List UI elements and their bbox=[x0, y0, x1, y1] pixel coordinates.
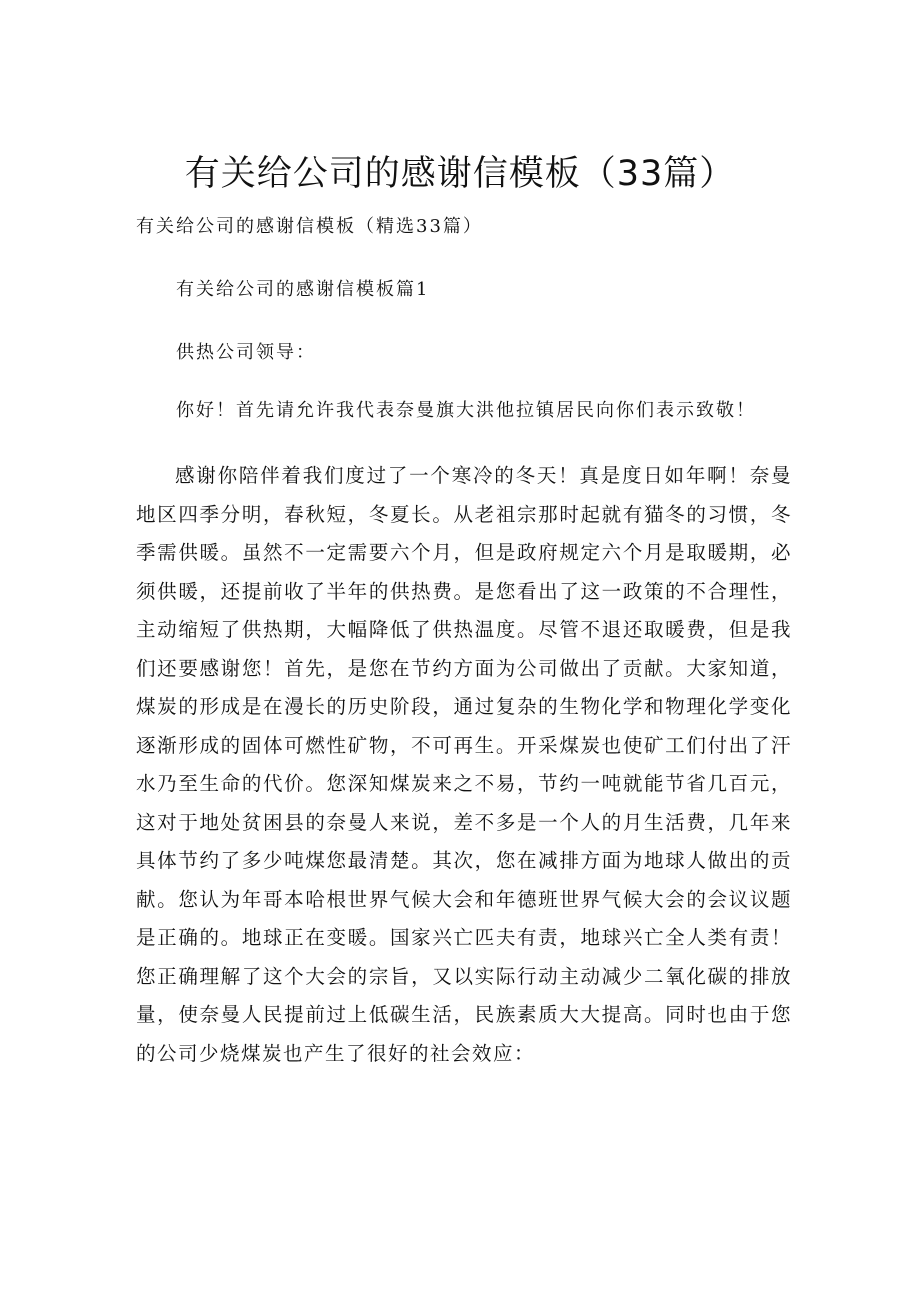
section-heading: 有关给公司的感谢信模板篇1 bbox=[176, 279, 430, 300]
document-subtitle: 有关给公司的感谢信模板（精选33篇） bbox=[136, 216, 483, 237]
letter-body-paragraph: 感谢你陪伴着我们度过了一个寒冷的冬天！真是度日如年啊！奈曼地区四季分明，春秋短，冬夏长。从老祖宗那时起就有猫冬的习惯，冬季需供暖。虽然不一定需要六个月，但是政府规定六个月是取暖期，必须供暖，还提前收了半年的供热费。是您看出了这一政策的不合理性，主动缩短了供热期，大幅降低了供热温度。尽管不退还取暖费，但是我们还要感谢您！首先，是您在节约方面为公司做出了贡献。大家知道，煤炭的形成是在漫长的历史阶段，通过复杂的生物化学和物理化学变化逐渐形成的固体可燃性矿物，不可再生。开采煤炭也使矿工们付出了汗水乃至生命的代价。您深知煤炭来之不易，节约一吨就能节省几百元，这对于地处贫困县的奈曼人来说，差不多是一个人的月生活费，几年来具体节约了多少吨煤您最清楚。其次，您在减排方面为地球人做出的贡献。您认为年哥本哈根世界气候大会和年德班世界气候大会的会议议题是正确的。地球正在变暖。国家兴亡匹夫有责，地球兴亡全人类有责！您正确理解了这个大会的宗旨，又以实际行动主动减少二氧化碳的排放量，使奈曼人民提前过上低碳生活，民族素质大大提高。同时也由于您的公司少烧煤炭也产生了很好的社会效应： bbox=[136, 464, 792, 1065]
document-title: 有关给公司的感谢信模板（33篇） bbox=[184, 154, 736, 194]
letter-greeting: 你好！首先请允许我代表奈曼旗大洪他拉镇居民向你们表示致敬！ bbox=[176, 400, 756, 421]
letter-salutation: 供热公司领导： bbox=[176, 342, 316, 363]
